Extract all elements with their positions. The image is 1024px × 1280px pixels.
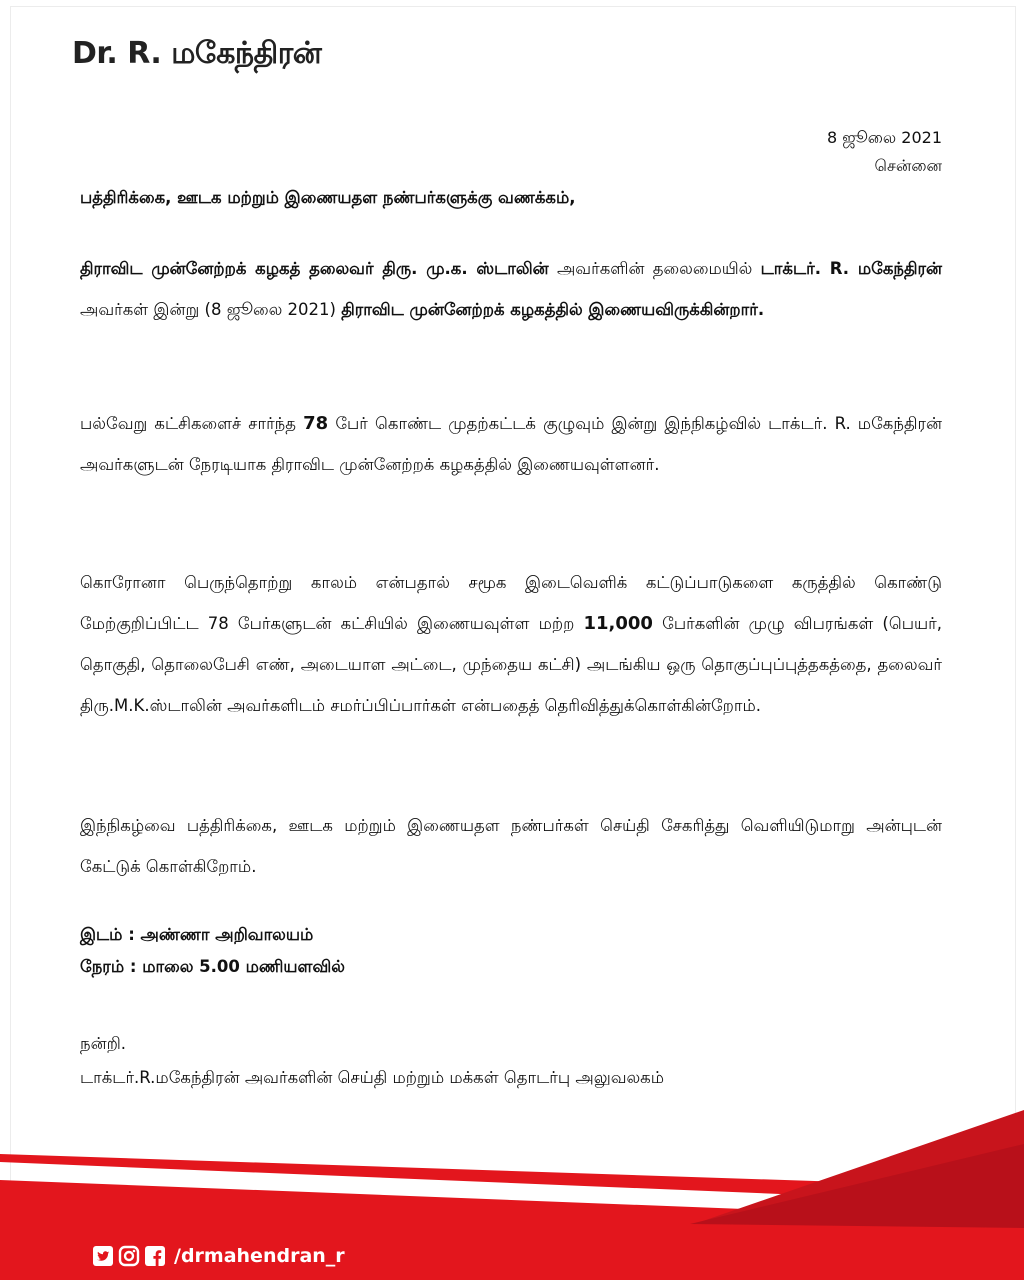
venue-time: நேரம் : மாலை 5.00 மணியளவில்	[80, 957, 345, 976]
greeting: பத்திரிக்கை, ஊடக மற்றும் இணையதள நண்பர்களுக்கு வணக்கம்,	[80, 188, 576, 207]
para2-text-a: பல்வேறு கட்சிகளைச் சார்ந்த	[80, 414, 304, 433]
venue-block	[80, 919, 942, 983]
para1-joining: திராவிட முன்னேற்றக் கழகத்தில் இணையவிருக்கின்றார்.	[341, 300, 765, 319]
para1-text-b: அவர்கள் இன்று (8 ஜூலை 2021)	[80, 300, 342, 319]
social-handle[interactable]: /drmahendran_r	[174, 1245, 345, 1267]
para1-doctor: டாக்டர். R. மகேந்திரன்	[760, 259, 942, 278]
closing-block	[80, 1027, 942, 1095]
para3-text-a: கொரோனா பெருந்தொற்று காலம் என்பதால் சமூக இடைவெளிக் கட்டுப்பாடுகளை கருத்தில் கொண்டு மேற்குறிப்பிட்ட 78 பேர்களுடன் கட்சியில் இணையவுள்ள மற்ற	[80, 573, 942, 633]
letter-date: 8 ஜூலை 2021	[827, 128, 942, 147]
para1-text-a: அவர்களின் தலைமையில்	[548, 259, 761, 278]
para2-count: 78	[303, 413, 329, 434]
date-block	[827, 124, 942, 180]
closing-thanks: நன்றி.	[80, 1034, 127, 1053]
letterhead-name: Dr. R. மகேந்திரன்	[72, 36, 322, 71]
paragraph-1	[80, 248, 942, 330]
para3-count: 11,000	[583, 613, 653, 634]
para1-leader: திராவிட முன்னேற்றக் கழகத் தலைவர் திரு. மு.க. ஸ்டாலின்	[80, 259, 549, 278]
twitter-icon[interactable]	[92, 1245, 114, 1267]
closing-office: டாக்டர்.R.மகேந்திரன் அவர்களின் செய்தி மற்றும் மக்கள் தொடர்பு அலுவலகம்	[80, 1068, 665, 1087]
facebook-icon[interactable]	[144, 1245, 166, 1267]
para3-text-b: பேர்களின் முழு விபரங்கள் (பெயர், தொகுதி, தொலைபேசி எண், அடையாள அட்டை, முந்தைய கட்சி) அடங்கிய ஒரு தொகுப்புப்புத்தகத்தை, தலைவர் திரு.M.K.ஸ்டாலின் அவர்களிடம் சமர்ப்பிப்பார்கள் என்பதைத் தெரிவித்துக்கொள்கின்றோம்.	[80, 614, 942, 715]
footer-social	[92, 1243, 345, 1269]
instagram-icon[interactable]	[118, 1245, 140, 1267]
paragraph-2	[80, 403, 942, 485]
paragraph-4: இந்நிகழ்வை பத்திரிக்கை, ஊடக மற்றும் இணையதள நண்பர்கள் செய்தி சேகரித்து வெளியிடுமாறு அன்புடன் கேட்டுக் கொள்கிறோம்.	[80, 816, 942, 876]
para2-text-b: பேர் கொண்ட முதற்கட்டக் குழுவும் இன்று இந்நிகழ்வில் டாக்டர். R. மகேந்திரன் அவர்களுடன் நேரடியாக திராவிட முன்னேற்றக் கழகத்தில் இணையவுள்ளனர்.	[80, 414, 942, 474]
venue-place: இடம் : அண்ணா அறிவாலயம்	[80, 925, 314, 944]
paragraph-3	[80, 562, 942, 726]
letter-place: சென்னை	[874, 156, 942, 175]
